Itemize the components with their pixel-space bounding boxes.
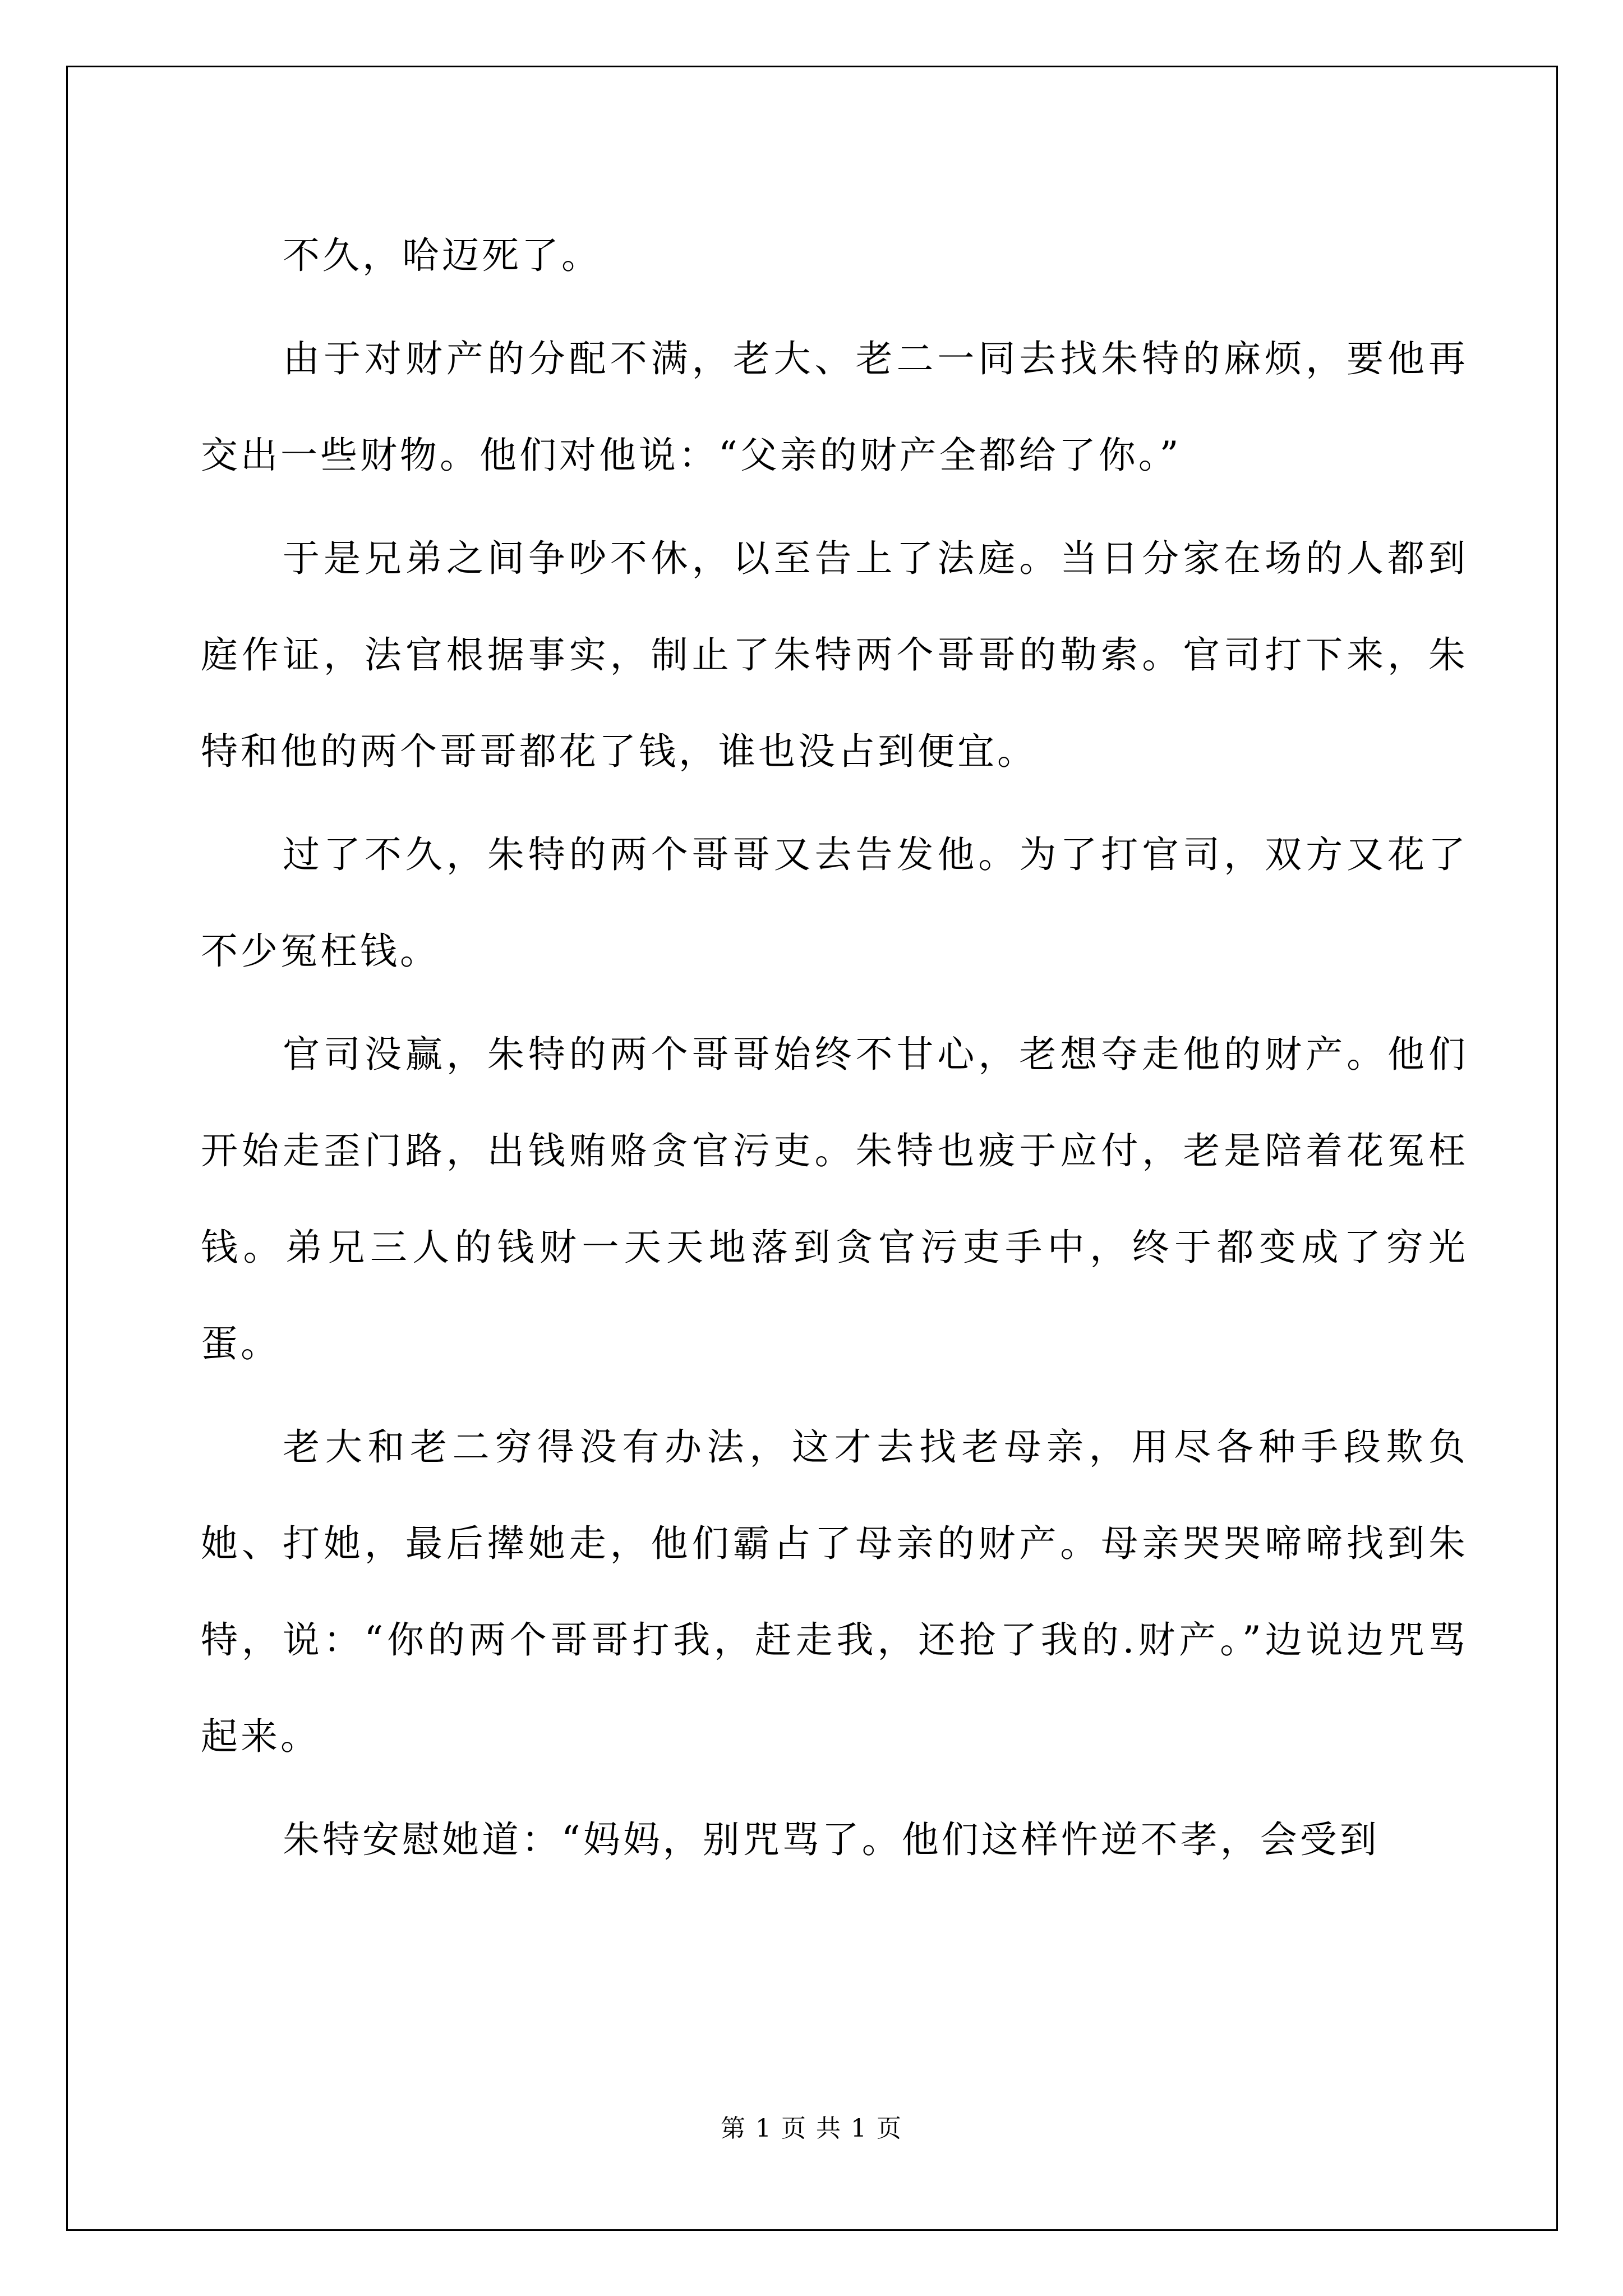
paragraph: 由于对财产的分配不满，老大、老二一同去找朱特的麻烦，要他再交出一些财物。他们对他说：“父亲的财产全都给了你。” — [201, 337, 1468, 477]
page-footer: 第 1 页 共 1 页 — [721, 2114, 902, 2143]
paragraph: 朱特安慰她道：“妈妈，别咒骂了。他们这样忤逆不孝，会受到 — [283, 1818, 1380, 1861]
paragraph: 官司没赢，朱特的两个哥哥始终不甘心，老想夺走他的财产。他们开始走歪门路，出钱贿赂贪官污吏。朱特也疲于应付，老是陪着花冤枉钱。弟兄三人的钱财一天天地落到贪官污吏手中，终于都变成了穷光蛋。 — [201, 1033, 1468, 1365]
paragraph: 过了不久，朱特的两个哥哥又去告发他。为了打官司，双方又花了不少冤枉钱。 — [201, 833, 1468, 973]
paragraph: 老大和老二穷得没有办法，这才去找老母亲，用尽各种手段欺负她、打她，最后撵她走，他们霸占了母亲的财产。母亲哭哭啼啼找到朱特，说：“你的两个哥哥打我，赶走我，还抢了我的.财产。”边说边咒骂起来。 — [201, 1425, 1468, 1758]
paragraph: 不久，哈迈死了。 — [283, 234, 601, 277]
document-body — [201, 208, 1468, 1895]
paragraph: 于是兄弟之间争吵不休，以至告上了法庭。当日分家在场的人都到庭作证，法官根据事实，制止了朱特两个哥哥的勒索。官司打下来，朱特和他的两个哥哥都花了钱，谁也没占到便宜。 — [201, 537, 1468, 773]
